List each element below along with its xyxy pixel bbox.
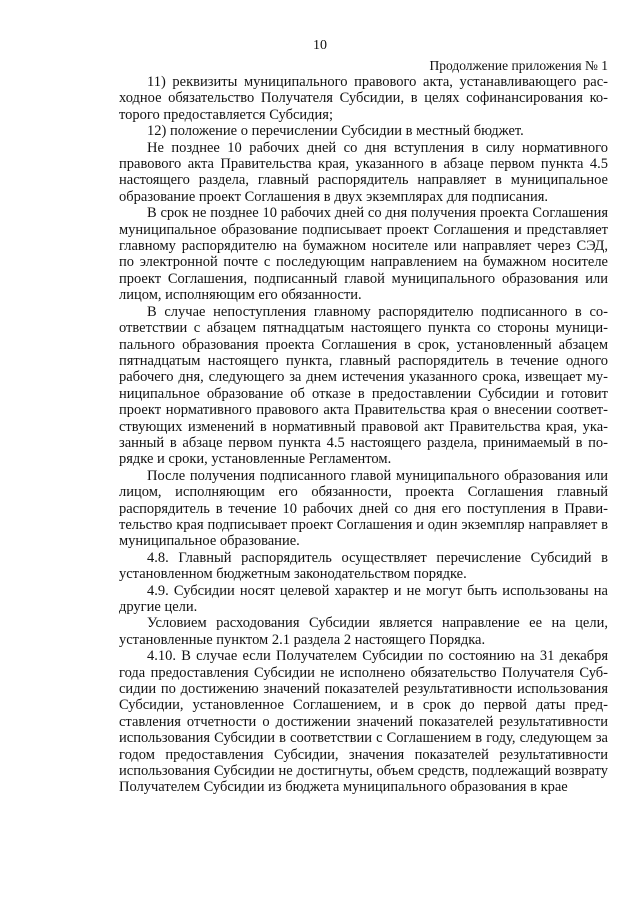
paragraph-item-12: 12) положение о перечислении Субсидии в местный бюджет. [147, 123, 524, 140]
paragraph-after-receipt: После получения подписанного главой муниципального образования или лицом, исполняющим его обязанности, проекта Соглашения главный распорядитель в течение 10 рабочих дней со дня его поступления в Правительство края подписывает проект Соглашения и один экземпляр направляет в муниципальное образование. [119, 467, 608, 550]
paragraph-non-receipt: В случае непоступления главному распорядителю подписанного в соответствии с абзацем пятнадцатым настоящего пункта со стороны муниципального образования проекта Соглашения в срок, установленный абзацем пятнадцатым настоящего пункта, главный распорядитель в течение одного рабочего дня, следующего за днем истечения указанного срока, извещает муниципальное образование об отказе в предоставлении Субсидии и готовит проект нормативного правового акта Правительства края о внесении соответствующих изменений в нормативный правовой акт Правительства края, указанный в абзаце первом пункта 4.5 настоящего раздела, принимаемый в порядке и сроки, установленные Регламентом. [119, 303, 608, 468]
document-body [119, 74, 608, 796]
paragraph-4-10: 4.10. В случае если Получателем Субсидии по состоянию на 31 декабря года предоставления Субсидии не исполнено обязательство Получателя Субсидии по достижению значений показателей результативности использования Субсидии, установленное Соглашением, и в срок до первой даты представления отчетности о достижении значений показателей результативности использования Субсидии в соответствии с Соглашением в году, следующем за годом предоставления Субсидии, значения показателей результативности использования Субсидии не достигнуты, объем средств, подлежащий возврату Получателем Субсидии из бюджета муниципального образования в крае [119, 648, 608, 796]
paragraph-spending-condition: Условием расходования Субсидии является направление ее на цели, установленные пунктом 2.1 раздела 2 настоящего Порядка. [119, 615, 608, 648]
paragraph-agreement-sending: Не позднее 10 рабочих дней со дня вступления в силу нормативного правового акта Правительства края, указанного в абзаце первом пункта 4.5 настоящего раздела, главный распорядитель направляет в муниципальное образование проект Соглашения в двух экземплярах для подписания. [119, 139, 608, 205]
paragraph-agreement-signing: В срок не позднее 10 рабочих дней со дня получения проекта Соглашения муниципальное образование подписывает проект Соглашения и представляет главному распорядителю на бумажном носителе или направляет через СЭД, по электронной почте с последующим направлением на бумажном носителе проект Соглашения, подписанный главой муниципального образования или лицом, исполняющим его обязанности. [119, 205, 608, 304]
paragraph-4-8: 4.8. Главный распорядитель осуществляет перечисление Субсидий в установленном бюджетным законодательством порядке. [119, 549, 608, 583]
appendix-continuation-note: Продолжение приложения № 1 [429, 58, 608, 73]
paragraph-4-9: 4.9. Субсидии носят целевой характер и не могут быть использованы на другие цели. [119, 582, 608, 615]
paragraph-item-11: 11) реквизиты муниципального правового акта, устанавливающего расходное обязательство Получателя Субсидии, в целях софинансирования которого предоставляется Субсидия; [119, 74, 608, 123]
page-number: 10 [313, 38, 327, 53]
